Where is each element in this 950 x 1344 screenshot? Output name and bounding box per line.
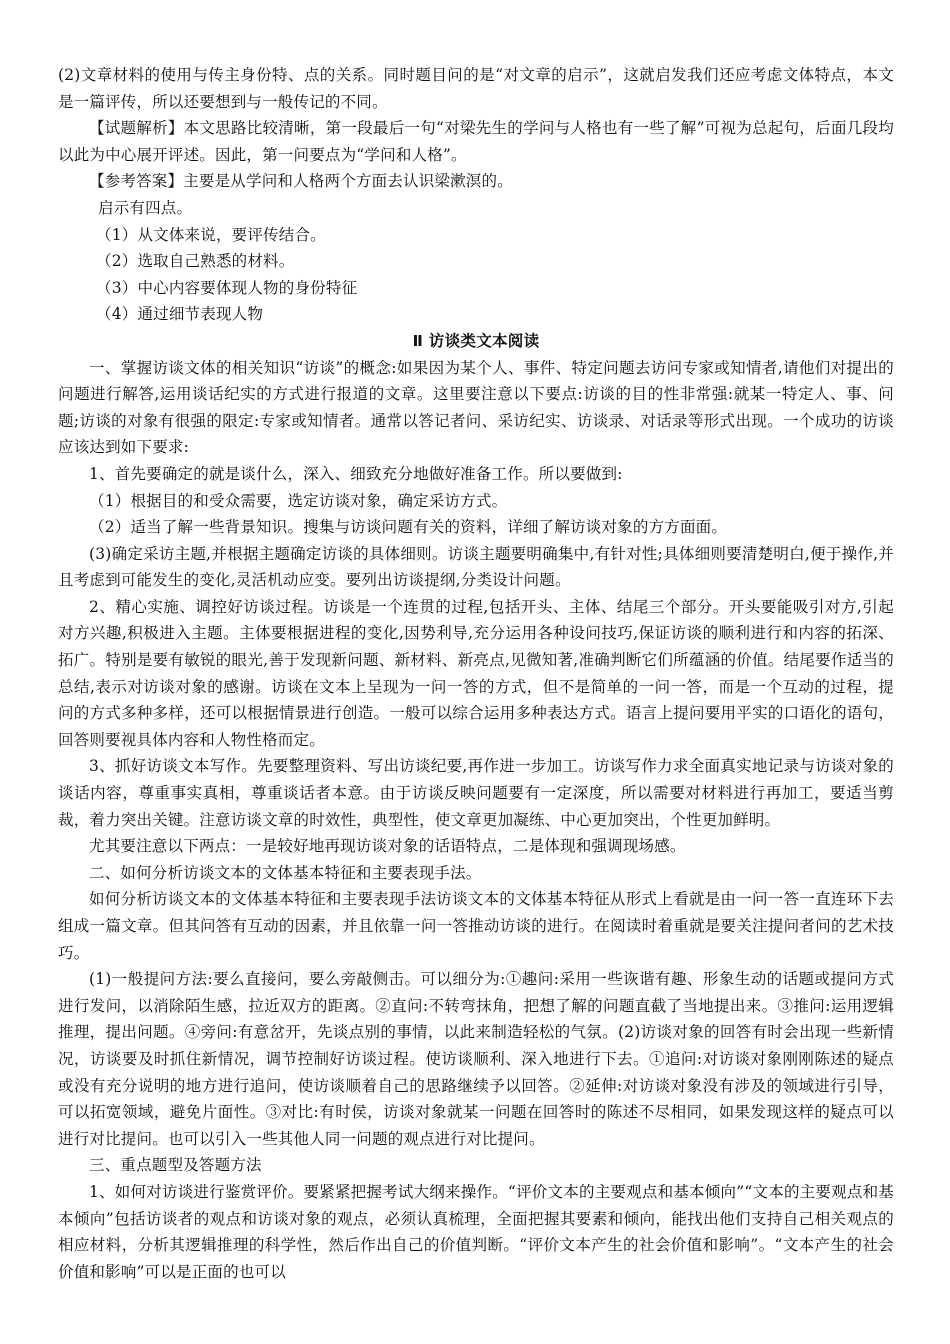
paragraph-step-1: 1、首先要确定的就是谈什么，深入、细致充分地做好准备工作。所以要做到: — [89, 464, 623, 483]
paragraph-substep-2: （2）适当了解一些背景知识。搜集与访谈问题有关的资料，详细了解访谈对象的方方面面。 — [89, 518, 728, 537]
paragraph-substep-3: (3)确定采访主题,并根据主题确定访谈的具体细则。访谈主题要明确集中,有针对性;具体细则要清楚明白,便于操作,并且考虑到可能发生的变化,灵活机动应变。要列出访谈提纲,分类设计问题。 — [58, 544, 894, 590]
document-page — [58, 62, 894, 1285]
paragraph-question-methods: (1)一般提问方法:要么直接问，要么旁敲侧击。可以细分为:①趣问:采用一些诙谐有趣、形象生动的话题或提问方式进行发问，以消除陌生感，拉近双方的距离。②直问:不转弯抹角，把想了解的问题直截了当地提出来。③推问:运用逻辑推理，提出问题。④旁问:有意岔开，先谈点别的事情，以此来制造轻松的气氛。(2)访谈对象的回答有时会出现一些新情况，访谈要及时抓住新情况，调节控制好访谈过程。使访谈顺利、深入地进行下去。①追问:对访谈对象刚刚陈述的疑点或没有充分说明的地方进行追问，使访谈顺着自己的思路继续予以回答。②延伸:对访谈对象没有涉及的领域进行引导，可以拓宽领域，避免片面性。③对比:有时侯，访谈对象就某一问题在回答时的陈述不尽相同，如果发现这样的疑点可以进行对比提问。也可以引入一些其他人同一问题的观点进行对比提问。 — [58, 970, 894, 1148]
list-item: （4）通过细节表现人物 — [96, 305, 264, 324]
list-item: （1）从文体来说，要评传结合。 — [96, 225, 326, 244]
section-heading: Ⅱ 访谈类文本阅读 — [412, 331, 540, 350]
paragraph-part-three-title: 三、重点题型及答题方法 — [89, 1156, 262, 1175]
paragraph-step-2: 2、精心实施、调控好访谈过程。访谈是一个连贯的过程,包括开头、主体、结尾三个部分。开头要能吸引对方,引起对方兴趣,积极进入主题。主体要根据进程的变化,因势利导,充分运用各种设问技巧,保证访谈的顺利进行和内容的拓深、拓广。特别是要有敏锐的眼光,善于发现新问题、新材料、新亮点,见微知著,准确判断它们所蕴涵的价值。结尾要作适当的总结,表示对访谈对象的感谢。访谈在文本上呈现为一问一答的方式，但不是简单的一问一答，而是一个互动的过程，提问的方式多种多样，还可以根据情景进行创造。一般可以综合运用多种表达方式。语言上提问要用平实的口语化的语句，回答则要视具体内容和人物性格而定。 — [58, 597, 894, 749]
paragraph-substep-1: （1）根据目的和受众需要，选定访谈对象，确定采访方式。 — [89, 491, 508, 510]
paragraph-answer: 【参考答案】主要是从学问和人格两个方面去认识梁漱溟的。 — [89, 172, 513, 191]
paragraph-inspiration-intro: 启示有四点。 — [98, 198, 193, 217]
paragraph-analysis: 【试题解析】本文思路比较清晰，第一段最后一句“对梁先生的学问与人格也有一些了解”可视为总起句，后面几段均以此为中心展开评述。因此，第一问要点为“学问和人格”。 — [58, 119, 894, 164]
paragraph-part-two-title: 二、如何分析访谈文本的文体基本特征和主要表现手法。 — [89, 863, 482, 882]
paragraph-features: 如何分析访谈文本的文体基本特征和主要表现手法访谈文本的文体基本特征从形式上看就是由一问一答一直连环下去组成一篇文章。但其问答有互动的因素，并且依靠一问一答推动访谈的进行。在阅读时着重就是要关注提问者问的艺术技巧。 — [58, 890, 894, 962]
list-item: （2）选取自己熟悉的材料。 — [96, 252, 295, 271]
paragraph-material-relation: (2)文章材料的使用与传主身份特、点的关系。同时题目问的是“对文章的启示”，这就启发我们还应考虑文体特点，本文是一篇评传，所以还要想到与一般传记的不同。 — [58, 66, 894, 111]
list-item: （3）中心内容要体现人物的身份特征 — [96, 278, 358, 297]
paragraph-interview-concept: 一、掌握访谈文体的相关知识“访谈”的概念:如果因为某个人、事件、特定问题去访问专家或知情者,请他们对提出的问题进行解答,运用谈话纪实的方式进行报道的文章。这里要注意以下要点:访谈的目的性非常强:就某一特定人、事、问题;访谈的对象有很强的限定:专家或知情者。通常以答记者问、采访纪实、访谈录、对话录等形式出现。一个成功的访谈应该达到如下要求: — [58, 358, 894, 457]
paragraph-appreciation: 1、如何对访谈进行鉴赏评价。要紧紧把握考试大纲来操作。“评价文本的主要观点和基本倾向”“文本的主要观点和基本倾向”包括访谈者的观点和访谈对象的观点，必须认真梳理，全面把握其要素和倾向，能找出他们支持自己相关观点的相应材料，分析其逻辑推理的科学性，然后作出自己的价值判断。“评价文本产生的社会价值和影响”。“文本产生的社会价值和影响”可以是正面的也可以 — [58, 1182, 894, 1281]
paragraph-two-points: 尤其要注意以下两点：一是较好地再现访谈对象的话语特点，二是体现和强调现场感。 — [89, 837, 686, 856]
paragraph-step-3: 3、抓好访谈文本写作。先要整理资料、写出访谈纪要,再作进一步加工。访谈写作力求全面真实地记录与访谈对象的谈话内容，尊重事实真相，尊重谈话者本意。由于访谈反映问题要有一定深度，所以需要对材料进行再加工，要适当剪裁，着力突出关键。注意访谈文章的时效性，典型性，使文章更加凝练、中心更加突出，个性更加鲜明。 — [58, 757, 894, 829]
